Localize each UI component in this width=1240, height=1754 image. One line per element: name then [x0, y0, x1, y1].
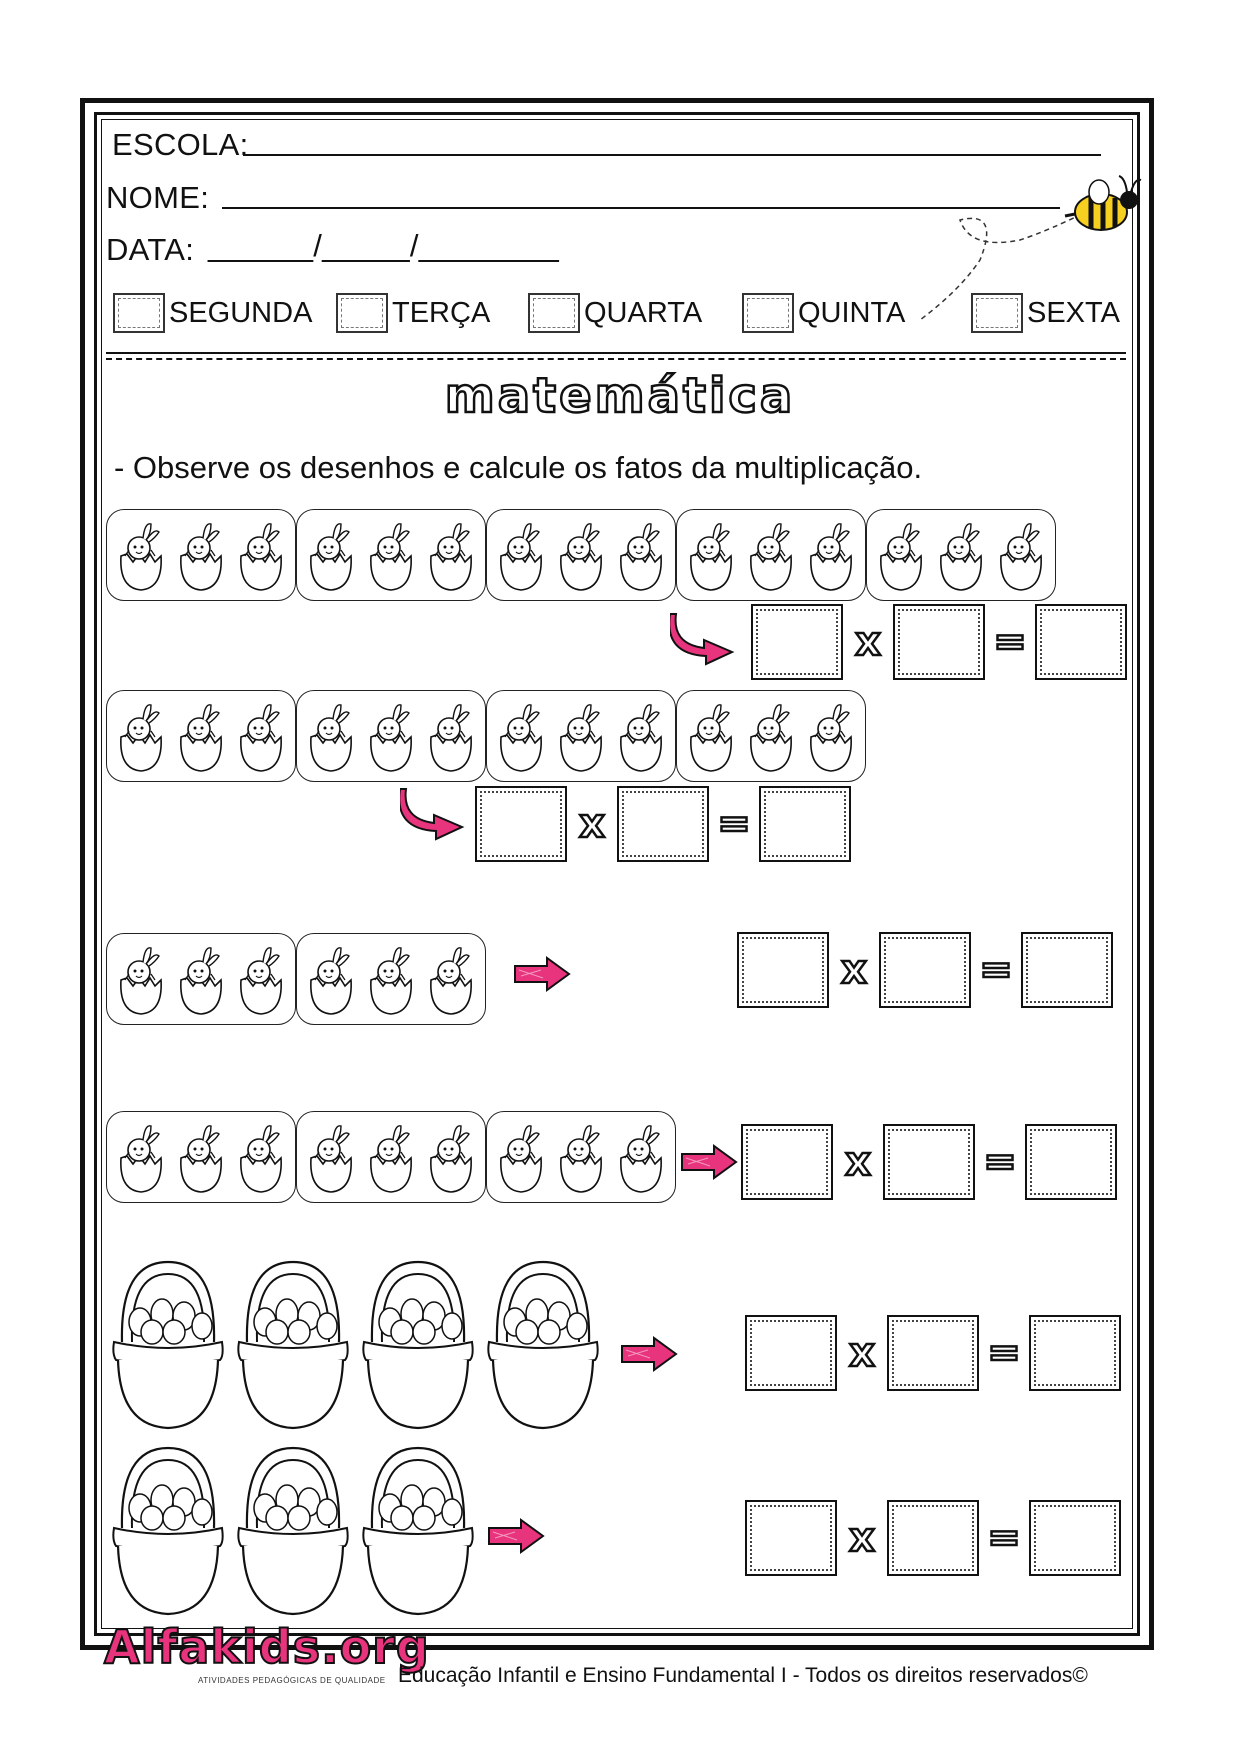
chick-in-egg-icon	[425, 518, 477, 592]
chick-in-egg-icon	[805, 699, 857, 773]
factor-2-box[interactable]	[879, 932, 971, 1008]
day-label: SEGUNDA	[169, 296, 313, 329]
egg-basket-icon	[235, 1442, 351, 1618]
chick-in-egg-icon	[745, 699, 797, 773]
arrow-right-icon	[513, 956, 571, 992]
escola-field[interactable]	[243, 154, 1101, 156]
chick-in-egg-icon	[115, 942, 167, 1016]
chick-in-egg-icon	[365, 518, 417, 592]
equals-sign: =	[717, 801, 751, 847]
chick-in-egg-icon	[555, 699, 607, 773]
factor-1-box[interactable]	[745, 1315, 837, 1391]
chick-in-egg-icon	[235, 942, 287, 1016]
chick-in-egg-icon	[305, 942, 357, 1016]
day-segunda[interactable]	[113, 290, 312, 336]
chick-group	[486, 509, 676, 601]
day-quinta[interactable]	[742, 290, 905, 336]
factor-2-box[interactable]	[887, 1315, 979, 1391]
chick-in-egg-icon	[115, 699, 167, 773]
product-box[interactable]	[1035, 604, 1127, 680]
chick-in-egg-icon	[365, 942, 417, 1016]
chick-in-egg-icon	[305, 699, 357, 773]
escola-label: ESCOLA:	[112, 127, 249, 162]
egg-basket-icon	[360, 1442, 476, 1618]
chick-in-egg-icon	[425, 942, 477, 1016]
egg-basket-icon	[235, 1256, 351, 1432]
day-quarta[interactable]	[528, 290, 702, 336]
chick-in-egg-icon	[175, 942, 227, 1016]
factor-1-box[interactable]	[745, 1500, 837, 1576]
egg-basket-icon	[110, 1442, 226, 1618]
chick-in-egg-icon	[495, 1120, 547, 1194]
day-checkbox[interactable]	[742, 293, 794, 333]
equals-sign: =	[993, 619, 1027, 665]
factor-2-box[interactable]	[617, 786, 709, 862]
chick-in-egg-icon	[425, 699, 477, 773]
equals-sign: =	[979, 947, 1013, 993]
factor-1-box[interactable]	[741, 1124, 833, 1200]
day-label: TERÇA	[392, 296, 491, 329]
chick-in-egg-icon	[235, 699, 287, 773]
data-label: DATA:	[106, 232, 195, 267]
times-sign: x	[849, 1515, 875, 1561]
chick-in-egg-icon	[555, 518, 607, 592]
chick-group	[486, 690, 676, 782]
chick-group	[296, 690, 486, 782]
factor-1-box[interactable]	[475, 786, 567, 862]
chick-in-egg-icon	[115, 518, 167, 592]
equation-row	[741, 1124, 1117, 1200]
chick-in-egg-icon	[365, 1120, 417, 1194]
egg-basket-icon	[485, 1256, 601, 1432]
chick-in-egg-icon	[555, 1120, 607, 1194]
chick-group	[296, 509, 486, 601]
arrow-right-icon	[680, 1144, 738, 1180]
chick-in-egg-icon	[425, 1120, 477, 1194]
times-sign: x	[855, 619, 881, 665]
page-title: matemática	[444, 368, 796, 424]
nome-label: NOME:	[106, 180, 210, 215]
day-checkbox[interactable]	[528, 293, 580, 333]
egg-basket-icon	[360, 1256, 476, 1432]
times-sign: x	[579, 801, 605, 847]
chick-group	[486, 1111, 676, 1203]
product-box[interactable]	[1029, 1500, 1121, 1576]
chick-in-egg-icon	[685, 518, 737, 592]
factor-2-box[interactable]	[883, 1124, 975, 1200]
chick-in-egg-icon	[995, 518, 1047, 592]
chick-in-egg-icon	[875, 518, 927, 592]
times-sign: x	[841, 947, 867, 993]
chick-in-egg-icon	[615, 699, 667, 773]
day-label: QUINTA	[798, 296, 906, 329]
chick-in-egg-icon	[115, 1120, 167, 1194]
header-separator	[106, 352, 1126, 360]
equation-row	[745, 1315, 1121, 1391]
day-checkbox[interactable]	[971, 293, 1023, 333]
chick-in-egg-icon	[745, 518, 797, 592]
day-label: SEXTA	[1027, 296, 1120, 329]
product-box[interactable]	[1025, 1124, 1117, 1200]
chick-in-egg-icon	[365, 699, 417, 773]
product-box[interactable]	[1021, 932, 1113, 1008]
curved-arrow-icon	[400, 785, 470, 841]
factor-1-box[interactable]	[751, 604, 843, 680]
product-box[interactable]	[1029, 1315, 1121, 1391]
chick-group	[676, 509, 866, 601]
equation-row	[751, 604, 1127, 680]
chick-in-egg-icon	[495, 518, 547, 592]
alfakids-logo: Alfakids.org	[104, 1620, 430, 1674]
chick-group	[106, 1111, 296, 1203]
equation-row	[745, 1500, 1121, 1576]
day-sexta[interactable]	[971, 290, 1120, 336]
equals-sign: =	[983, 1139, 1017, 1185]
chick-group	[676, 690, 866, 782]
chick-group	[296, 933, 486, 1025]
chick-in-egg-icon	[495, 699, 547, 773]
factor-2-box[interactable]	[893, 604, 985, 680]
chick-in-egg-icon	[235, 1120, 287, 1194]
chick-in-egg-icon	[805, 518, 857, 592]
chick-in-egg-icon	[175, 518, 227, 592]
chick-in-egg-icon	[615, 1120, 667, 1194]
day-checkbox[interactable]	[113, 293, 165, 333]
equals-sign: =	[987, 1515, 1021, 1561]
product-box[interactable]	[759, 786, 851, 862]
date-field[interactable]: ______/_____/________	[208, 228, 560, 263]
day-label: QUARTA	[584, 296, 703, 329]
chick-in-egg-icon	[175, 1120, 227, 1194]
day-checkbox[interactable]	[336, 293, 388, 333]
times-sign: x	[849, 1330, 875, 1376]
footer-text: Educação Infantil e Ensino Fundamental I - Todos os direitos reservados©	[398, 1664, 1088, 1687]
chick-in-egg-icon	[615, 518, 667, 592]
curved-arrow-icon	[670, 610, 740, 666]
chick-group	[106, 690, 296, 782]
times-sign: x	[845, 1139, 871, 1185]
arrow-right-icon	[620, 1336, 678, 1372]
chick-group	[106, 509, 296, 601]
instruction-text: - Observe os desenhos e calcule os fatos da multiplicação.	[114, 450, 923, 485]
logo-tagline: ATIVIDADES PEDAGÓGICAS DE QUALIDADE	[198, 1676, 386, 1685]
chick-in-egg-icon	[935, 518, 987, 592]
chick-in-egg-icon	[305, 518, 357, 592]
chick-in-egg-icon	[175, 699, 227, 773]
chick-in-egg-icon	[685, 699, 737, 773]
bee-icon	[1055, 170, 1145, 240]
factor-1-box[interactable]	[737, 932, 829, 1008]
chick-group	[106, 933, 296, 1025]
equation-row	[737, 932, 1113, 1008]
chick-in-egg-icon	[235, 518, 287, 592]
day-terca[interactable]	[336, 290, 490, 336]
arrow-right-icon	[487, 1518, 545, 1554]
chick-group	[296, 1111, 486, 1203]
equals-sign: =	[987, 1330, 1021, 1376]
egg-basket-icon	[110, 1256, 226, 1432]
equation-row	[475, 786, 851, 862]
factor-2-box[interactable]	[887, 1500, 979, 1576]
chick-in-egg-icon	[305, 1120, 357, 1194]
chick-group	[866, 509, 1056, 601]
